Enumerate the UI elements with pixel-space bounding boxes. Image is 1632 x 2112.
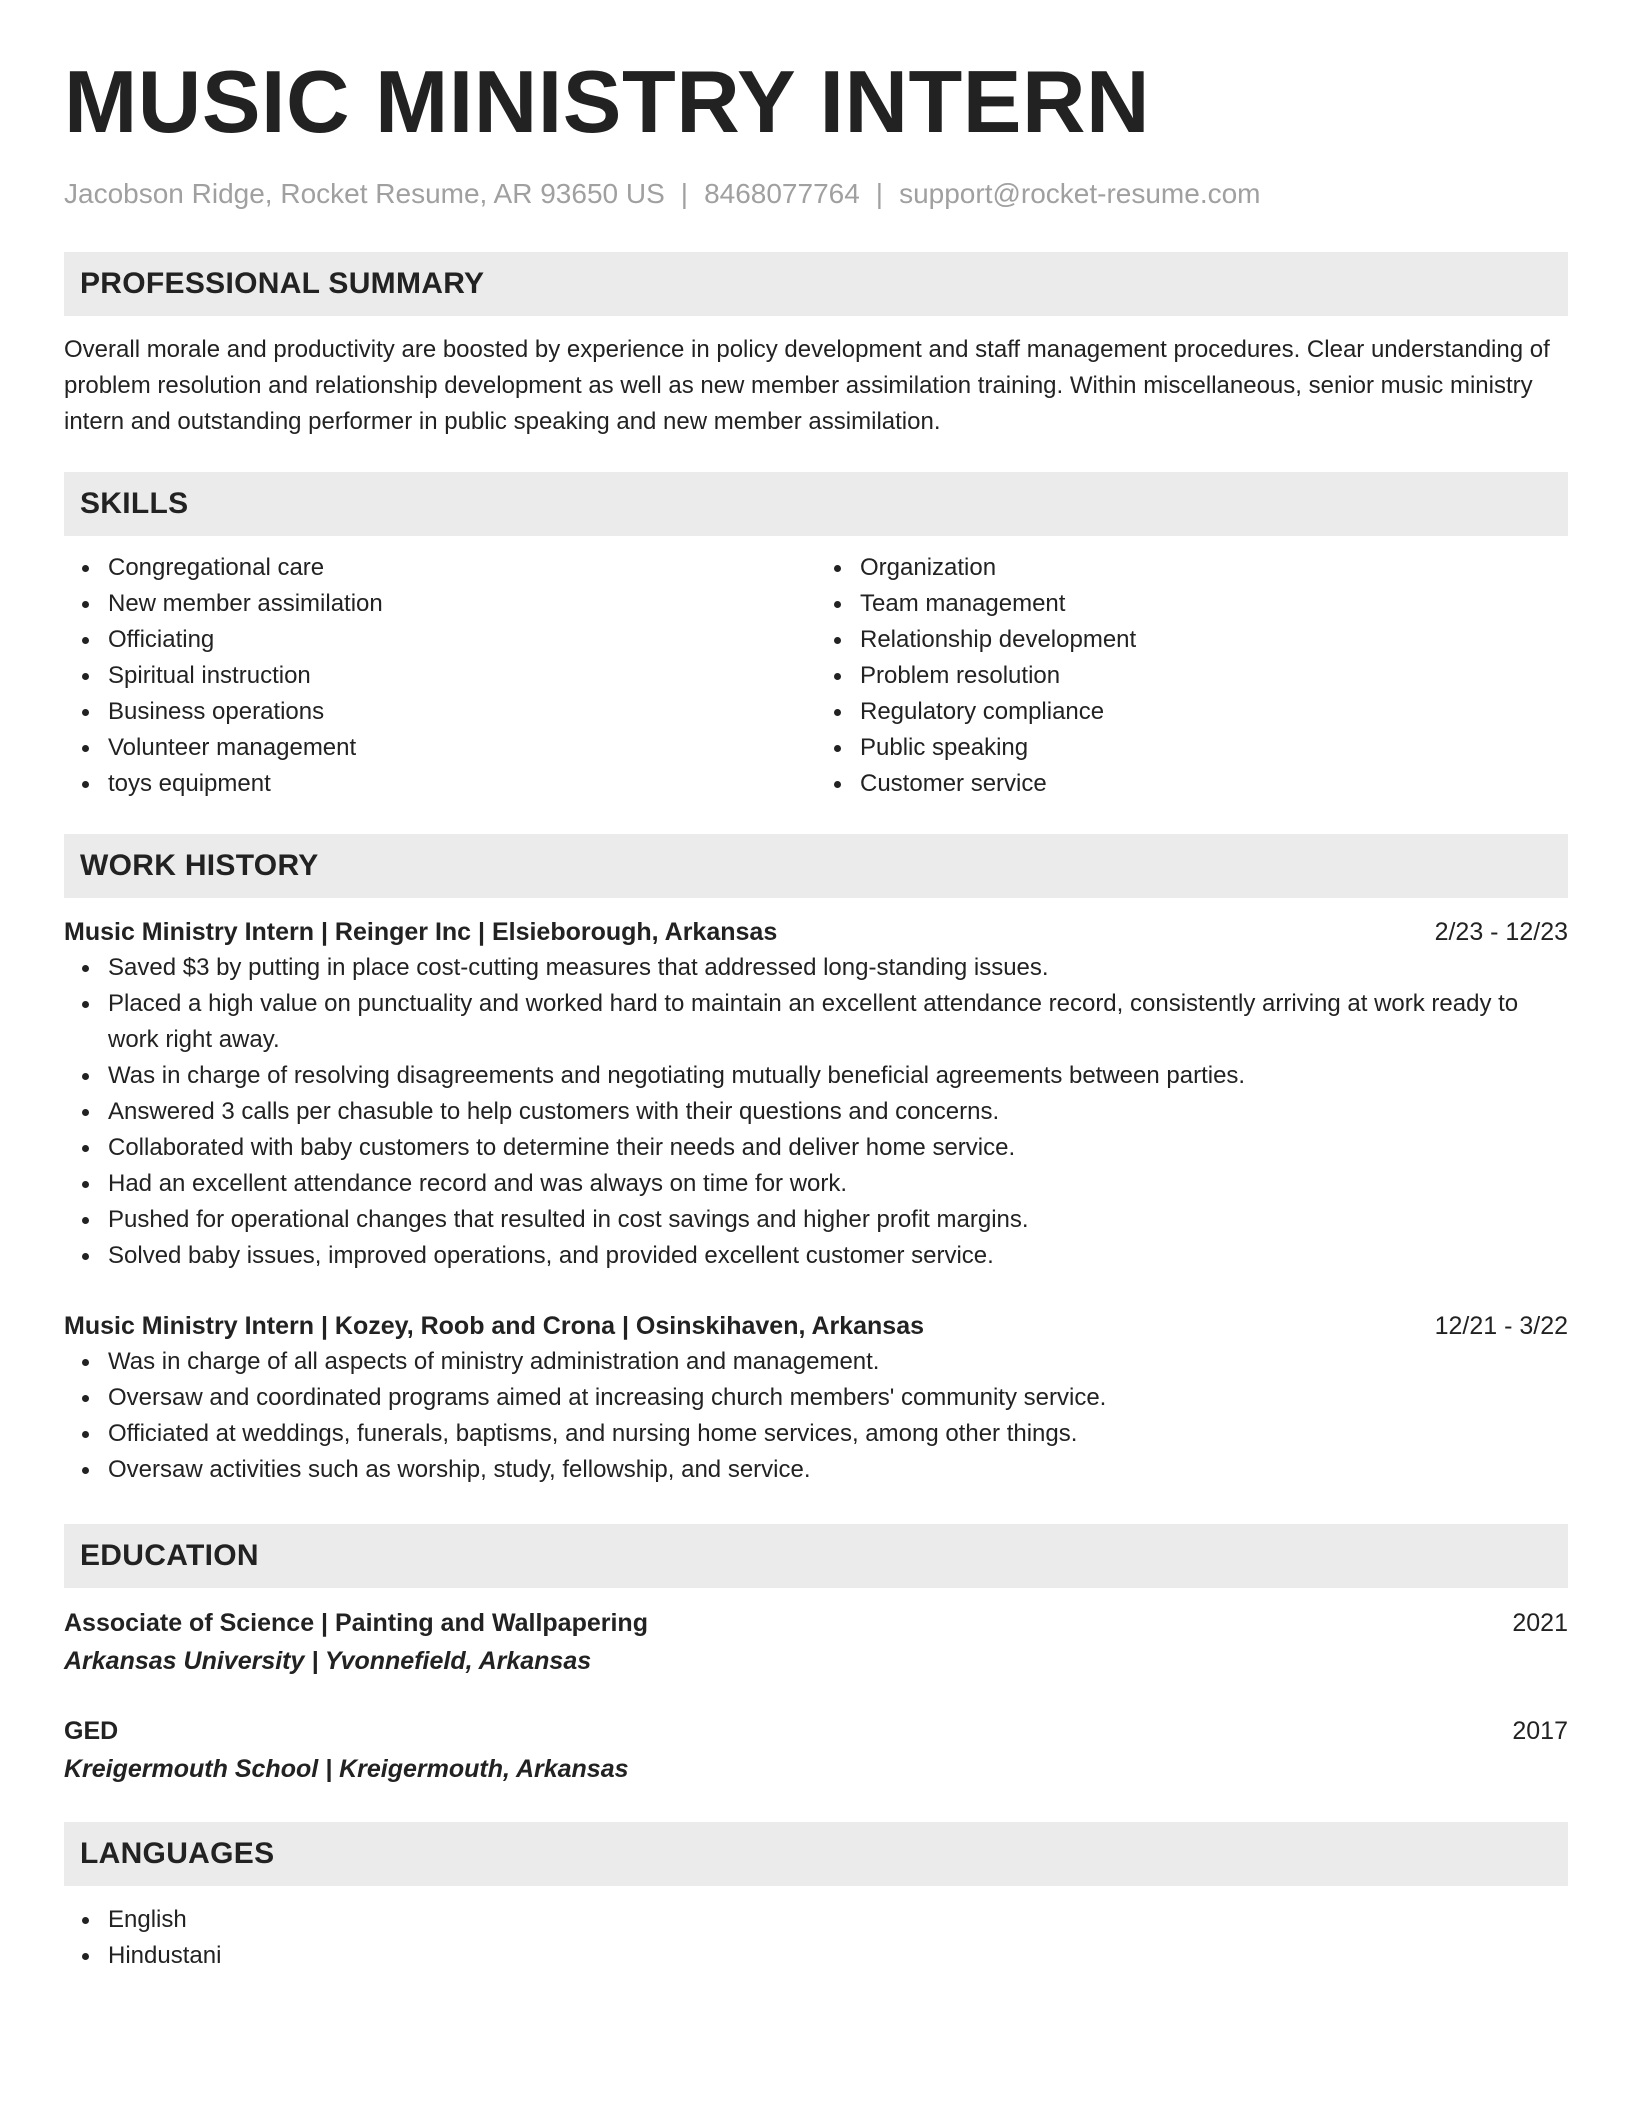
skill-item: Relationship development: [860, 622, 1568, 658]
job-bullet: Oversaw activities such as worship, study, fellowship, and service.: [108, 1452, 1568, 1488]
skill-item: Public speaking: [860, 730, 1568, 766]
section-header-languages: [64, 1822, 1568, 1886]
section-title: PROFESSIONAL SUMMARY: [80, 267, 485, 300]
skill-item: Team management: [860, 586, 1568, 622]
education-year: 2021: [1512, 1609, 1568, 1637]
job-bullet: Had an excellent attendance record and was always on time for work.: [108, 1166, 1568, 1202]
skill-item: Organization: [860, 550, 1568, 586]
skills-grid: [64, 550, 1568, 802]
skill-item: Customer service: [860, 766, 1568, 802]
job-bullet: Officiated at weddings, funerals, baptisms, and nursing home services, among other things.: [108, 1416, 1568, 1452]
languages-list: [64, 1902, 1568, 1974]
contact-separator: |: [875, 178, 884, 209]
job-header: [64, 1308, 1568, 1344]
section-title: LANGUAGES: [80, 1837, 275, 1870]
language-item: Hindustani: [108, 1938, 1568, 1974]
job-dates: 2/23 - 12/23: [1434, 918, 1568, 946]
skill-item: Problem resolution: [860, 658, 1568, 694]
skill-item: Regulatory compliance: [860, 694, 1568, 730]
skills-list-left: [64, 550, 816, 802]
education-header: [64, 1712, 1568, 1750]
job-bullet: Was in charge of all aspects of ministry administration and management.: [108, 1344, 1568, 1380]
job-bullet: Answered 3 calls per chasuble to help customers with their questions and concerns.: [108, 1094, 1568, 1130]
resume-name: MUSIC MINISTRY INTERN: [64, 52, 1151, 151]
skill-item: Officiating: [108, 622, 816, 658]
job-header: [64, 914, 1568, 950]
skill-item: Spiritual instruction: [108, 658, 816, 694]
job-title: Music Ministry Intern | Kozey, Roob and Crona | Osinskihaven, Arkansas: [64, 1312, 925, 1340]
skills-list-right: [816, 550, 1568, 802]
job-bullet: Placed a high value on punctuality and worked hard to maintain an excellent attendance record, consistently arriving at work ready to work right away.: [108, 986, 1568, 1058]
job-bullet: Was in charge of resolving disagreements and negotiating mutually beneficial agreements between parties.: [108, 1058, 1568, 1094]
contact-separator: |: [680, 178, 689, 209]
job-title: Music Ministry Intern | Reinger Inc | Elsieborough, Arkansas: [64, 918, 778, 946]
job-bullet: Saved $3 by putting in place cost-cutting measures that addressed long-standing issues.: [108, 950, 1568, 986]
skill-item: Volunteer management: [108, 730, 816, 766]
section-title: SKILLS: [80, 487, 189, 520]
job-bullets: [64, 1344, 1568, 1488]
contact-email: support@rocket-resume.com: [899, 178, 1261, 209]
job-dates: 12/21 - 3/22: [1434, 1312, 1568, 1340]
skill-item: Business operations: [108, 694, 816, 730]
contact-phone: 8468077764: [704, 178, 860, 209]
job-bullet: Solved baby issues, improved operations, and provided excellent customer service.: [108, 1238, 1568, 1274]
section-header-work: [64, 834, 1568, 898]
section-title: WORK HISTORY: [80, 849, 319, 882]
education-year: 2017: [1512, 1717, 1568, 1745]
education-school: Arkansas University | Yvonnefield, Arkansas: [64, 1647, 592, 1675]
contact-line: [64, 176, 1568, 212]
language-item: English: [108, 1902, 1568, 1938]
education-header: [64, 1604, 1568, 1642]
education-school: Kreigermouth School | Kreigermouth, Arkansas: [64, 1755, 629, 1783]
job-bullet: Oversaw and coordinated programs aimed at increasing church members' community service.: [108, 1380, 1568, 1416]
section-header-skills: [64, 472, 1568, 536]
education-degree: Associate of Science | Painting and Wallpapering: [64, 1609, 648, 1637]
skill-item: New member assimilation: [108, 586, 816, 622]
skill-item: Congregational care: [108, 550, 816, 586]
summary-text: Overall morale and productivity are boosted by experience in policy development and staff management procedures. Clear understanding of problem resolution and relationship development as well as new member assimilation training. Within miscellaneous, senior music ministry intern and outstanding performer in public speaking and new member assimilation.: [64, 336, 1550, 435]
section-header-summary: [64, 252, 1568, 316]
job-bullet: Collaborated with baby customers to determine their needs and deliver home service.: [108, 1130, 1568, 1166]
section-header-education: [64, 1524, 1568, 1588]
job-bullets: [64, 950, 1568, 1274]
job-bullet: Pushed for operational changes that resulted in cost savings and higher profit margins.: [108, 1202, 1568, 1238]
contact-address: Jacobson Ridge, Rocket Resume, AR 93650 US: [64, 178, 665, 209]
section-title: EDUCATION: [80, 1539, 259, 1572]
education-degree: GED: [64, 1717, 119, 1745]
skill-item: toys equipment: [108, 766, 816, 802]
